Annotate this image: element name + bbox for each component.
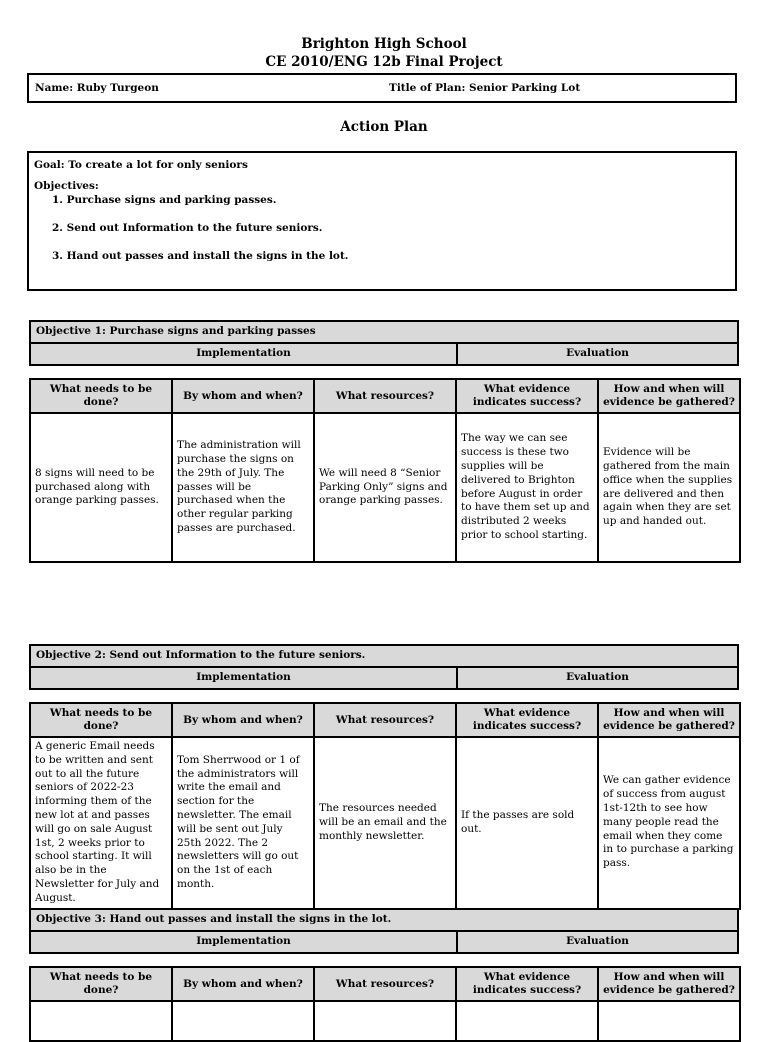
table-cell: The way we can see success is these two supplies will be delivered to Brighton before August in order to have them set up and distributed 2 weeks prior to school starting. — [456, 413, 598, 562]
table-row — [30, 737, 740, 909]
column-header: What needs to be done? — [30, 703, 172, 737]
column-header: By whom and when? — [172, 967, 314, 1001]
evaluation-label: Evaluation — [566, 347, 629, 359]
table-cell — [598, 1001, 740, 1041]
school-title: Brighton High School — [301, 36, 467, 52]
objective-1-title: Objective 1: Purchase signs and parking passes — [31, 322, 737, 344]
action-plan-heading: Action Plan — [340, 119, 428, 135]
table-cell — [456, 1001, 598, 1041]
goal-box — [27, 151, 737, 291]
table-cell: Tom Sherrwood or 1 of the administrators will write the email and section for the newsletter. The email will be sent out July 25th 2022. The 2 newsletters will go out on the 1st of each month. — [172, 737, 314, 909]
evaluation-label: Evaluation — [566, 935, 629, 947]
column-header: What needs to be done? — [30, 967, 172, 1001]
objective-3-table — [29, 966, 741, 1042]
table-cell: If the passes are sold out. — [456, 737, 598, 909]
objective-1-table — [29, 378, 741, 563]
course-title: CE 2010/ENG 12b Final Project — [265, 54, 503, 70]
goal-text: Goal: To create a lot for only seniors — [34, 159, 248, 171]
objectives-label: Objectives: — [34, 180, 99, 192]
implementation-label: Implementation — [31, 932, 458, 952]
implementation-label: Implementation — [31, 344, 458, 364]
plan-title: Title of Plan: Senior Parking Lot — [389, 82, 581, 94]
table-cell — [30, 1001, 172, 1041]
table-cell: Evidence will be gathered from the main office when the supplies are delivered and then again when they are set up and handed out. — [598, 413, 740, 562]
column-header: What evidence indicates success? — [456, 967, 598, 1001]
column-header: What resources? — [314, 967, 456, 1001]
table-cell: We can gather evidence of success from august 1st-12th to see how many people read the email when they come in to purchase a parking pass. — [598, 737, 740, 909]
objective-3-title: Objective 3: Hand out passes and install the signs in the lot. — [31, 910, 737, 932]
objective-2-table — [29, 702, 741, 910]
table-cell — [314, 1001, 456, 1041]
name-bar — [27, 73, 737, 103]
table-cell: The resources needed will be an email and the monthly newsletter. — [314, 737, 456, 909]
table-cell: We will need 8 “Senior Parking Only” signs and orange parking passes. — [314, 413, 456, 562]
implementation-label: Implementation — [31, 668, 458, 688]
table-cell: The administration will purchase the signs on the 29th of July. The passes will be purchased when the other regular parking passes are purchased. — [172, 413, 314, 562]
evaluation-label: Evaluation — [566, 671, 629, 683]
student-name: Name: Ruby Turgeon — [35, 82, 159, 94]
objective-3-header — [29, 908, 739, 954]
column-header: What evidence indicates success? — [456, 703, 598, 737]
column-header: What resources? — [314, 703, 456, 737]
column-header: What evidence indicates success? — [456, 379, 598, 413]
table-cell — [172, 1001, 314, 1041]
objective-item: 3. Hand out passes and install the signs in the lot. — [52, 250, 349, 262]
table-row — [30, 1001, 740, 1041]
objective-item: 2. Send out Information to the future seniors. — [52, 222, 323, 234]
column-header: What resources? — [314, 379, 456, 413]
objective-2-title: Objective 2: Send out Information to the future seniors. — [31, 646, 737, 668]
column-header: How and when will evidence be gathered? — [598, 967, 740, 1001]
table-cell: 8 signs will need to be purchased along with orange parking passes. — [30, 413, 172, 562]
column-header: How and when will evidence be gathered? — [598, 379, 740, 413]
objective-2-header — [29, 644, 739, 690]
column-header: What needs to be done? — [30, 379, 172, 413]
column-header: By whom and when? — [172, 703, 314, 737]
table-cell: A generic Email needs to be written and sent out to all the future seniors of 2022-23 informing them of the new lot at and passes will go on sale August 1st, 2 weeks prior to school starting. It will also be in the Newsletter for July and August. — [30, 737, 172, 909]
objective-item: 1. Purchase signs and parking passes. — [52, 194, 277, 206]
column-header: By whom and when? — [172, 379, 314, 413]
table-row — [30, 413, 740, 562]
objective-1-header — [29, 320, 739, 366]
column-header: How and when will evidence be gathered? — [598, 703, 740, 737]
